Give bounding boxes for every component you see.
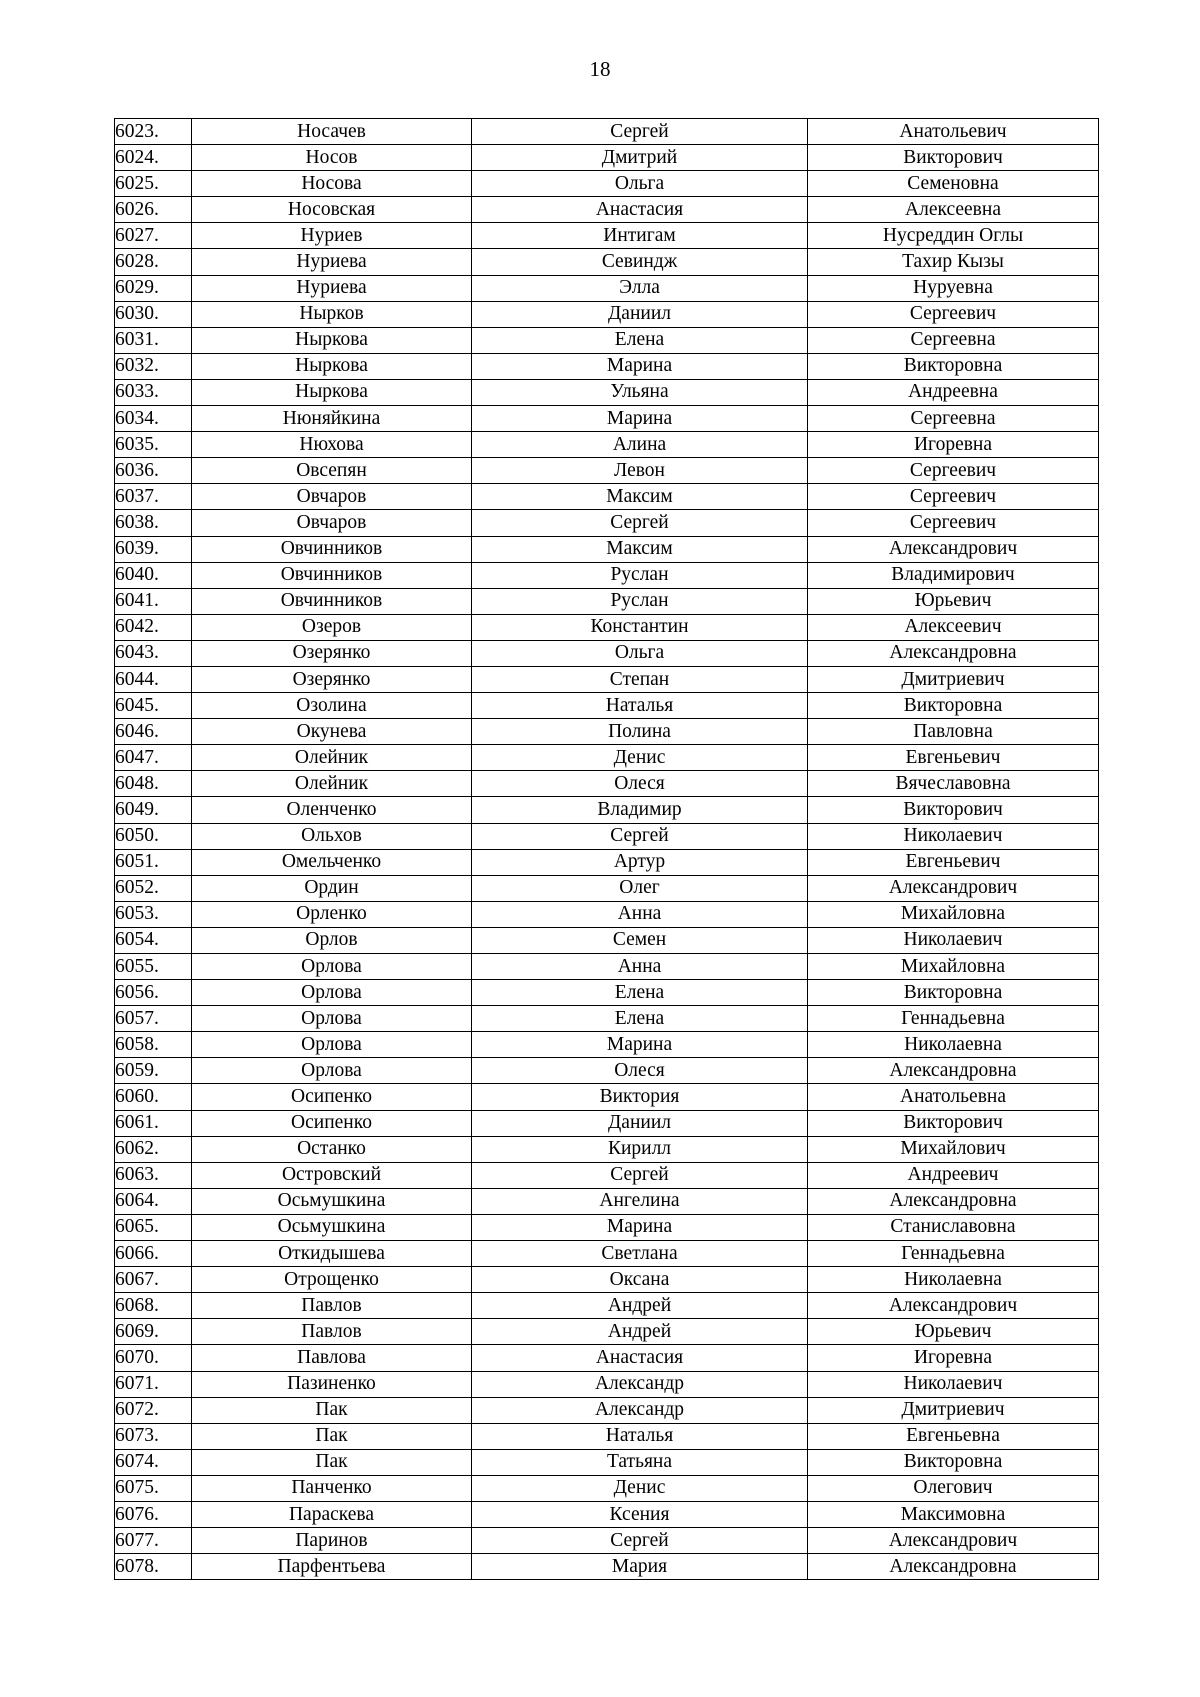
patronymic-cell: Сергеевич (808, 301, 1099, 327)
last-name-cell: Носачев (192, 119, 472, 145)
last-name-cell: Нуриева (192, 249, 472, 275)
last-name-cell: Озолина (192, 693, 472, 719)
table-row (115, 458, 1099, 484)
table-row (115, 327, 1099, 353)
first-name-cell: Марина (472, 1032, 808, 1058)
first-name-cell: Ольга (472, 171, 808, 197)
last-name-cell: Орленко (192, 901, 472, 927)
row-number-cell: 6051. (115, 849, 192, 875)
patronymic-cell: Игоревна (808, 1345, 1099, 1371)
table-row (115, 1188, 1099, 1214)
row-number-cell: 6069. (115, 1319, 192, 1345)
patronymic-cell: Юрьевич (808, 588, 1099, 614)
row-number-cell: 6050. (115, 823, 192, 849)
row-number-cell: 6041. (115, 588, 192, 614)
last-name-cell: Олейник (192, 771, 472, 797)
table-row (115, 1423, 1099, 1449)
first-name-cell: Олеся (472, 771, 808, 797)
row-number-cell: 6038. (115, 510, 192, 536)
row-number-cell: 6071. (115, 1371, 192, 1397)
last-name-cell: Носова (192, 171, 472, 197)
patronymic-cell: Алексеевич (808, 614, 1099, 640)
table-row (115, 432, 1099, 458)
row-number-cell: 6053. (115, 901, 192, 927)
row-number-cell: 6034. (115, 406, 192, 432)
last-name-cell: Нырков (192, 301, 472, 327)
first-name-cell: Андрей (472, 1293, 808, 1319)
table-row (115, 875, 1099, 901)
table-row (115, 1267, 1099, 1293)
first-name-cell: Елена (472, 327, 808, 353)
last-name-cell: Откидышева (192, 1241, 472, 1267)
last-name-cell: Орлова (192, 1032, 472, 1058)
table-row (115, 275, 1099, 301)
first-name-cell: Сергей (472, 823, 808, 849)
last-name-cell: Панченко (192, 1475, 472, 1501)
last-name-cell: Ныркова (192, 353, 472, 379)
last-name-cell: Озерянко (192, 640, 472, 666)
row-number-cell: 6066. (115, 1241, 192, 1267)
row-number-cell: 6035. (115, 432, 192, 458)
names-table-body (115, 119, 1099, 1580)
patronymic-cell: Нуруевна (808, 275, 1099, 301)
first-name-cell: Руслан (472, 562, 808, 588)
row-number-cell: 6036. (115, 458, 192, 484)
patronymic-cell: Викторовна (808, 1449, 1099, 1475)
row-number-cell: 6040. (115, 562, 192, 588)
first-name-cell: Анастасия (472, 197, 808, 223)
row-number-cell: 6032. (115, 353, 192, 379)
row-number-cell: 6048. (115, 771, 192, 797)
first-name-cell: Ульяна (472, 379, 808, 405)
first-name-cell: Сергей (472, 1162, 808, 1188)
patronymic-cell: Сергеевич (808, 510, 1099, 536)
row-number-cell: 6026. (115, 197, 192, 223)
patronymic-cell: Юрьевич (808, 1319, 1099, 1345)
patronymic-cell: Максимовна (808, 1501, 1099, 1527)
names-table (114, 118, 1099, 1580)
patronymic-cell: Олегович (808, 1475, 1099, 1501)
table-row (115, 249, 1099, 275)
last-name-cell: Параскева (192, 1501, 472, 1527)
last-name-cell: Нюхова (192, 432, 472, 458)
table-row (115, 1345, 1099, 1371)
table-row (115, 536, 1099, 562)
first-name-cell: Максим (472, 536, 808, 562)
row-number-cell: 6061. (115, 1110, 192, 1136)
first-name-cell: Наталья (472, 693, 808, 719)
table-row (115, 745, 1099, 771)
patronymic-cell: Геннадьевна (808, 1241, 1099, 1267)
last-name-cell: Овчинников (192, 562, 472, 588)
last-name-cell: Ныркова (192, 379, 472, 405)
table-row (115, 1006, 1099, 1032)
first-name-cell: Руслан (472, 588, 808, 614)
patronymic-cell: Сергеевич (808, 484, 1099, 510)
row-number-cell: 6025. (115, 171, 192, 197)
row-number-cell: 6060. (115, 1084, 192, 1110)
table-row (115, 1162, 1099, 1188)
row-number-cell: 6056. (115, 980, 192, 1006)
last-name-cell: Омельченко (192, 849, 472, 875)
patronymic-cell: Тахир Кызы (808, 249, 1099, 275)
first-name-cell: Анна (472, 954, 808, 980)
table-row (115, 1501, 1099, 1527)
row-number-cell: 6028. (115, 249, 192, 275)
row-number-cell: 6044. (115, 666, 192, 692)
first-name-cell: Севиндж (472, 249, 808, 275)
table-row (115, 849, 1099, 875)
last-name-cell: Олейник (192, 745, 472, 771)
first-name-cell: Ангелина (472, 1188, 808, 1214)
first-name-cell: Ксения (472, 1501, 808, 1527)
patronymic-cell: Вячеславовна (808, 771, 1099, 797)
row-number-cell: 6074. (115, 1449, 192, 1475)
last-name-cell: Останко (192, 1136, 472, 1162)
row-number-cell: 6076. (115, 1501, 192, 1527)
row-number-cell: 6047. (115, 745, 192, 771)
first-name-cell: Даниил (472, 301, 808, 327)
table-row (115, 693, 1099, 719)
table-row (115, 1449, 1099, 1475)
last-name-cell: Орлова (192, 1058, 472, 1084)
patronymic-cell: Анатольевна (808, 1084, 1099, 1110)
first-name-cell: Марина (472, 353, 808, 379)
first-name-cell: Интигам (472, 223, 808, 249)
patronymic-cell: Викторовна (808, 693, 1099, 719)
row-number-cell: 6030. (115, 301, 192, 327)
last-name-cell: Ордин (192, 875, 472, 901)
last-name-cell: Нуриев (192, 223, 472, 249)
table-row (115, 1058, 1099, 1084)
table-row (115, 510, 1099, 536)
first-name-cell: Константин (472, 614, 808, 640)
row-number-cell: 6052. (115, 875, 192, 901)
patronymic-cell: Викторович (808, 145, 1099, 171)
row-number-cell: 6073. (115, 1423, 192, 1449)
last-name-cell: Павлов (192, 1319, 472, 1345)
last-name-cell: Окунева (192, 719, 472, 745)
first-name-cell: Сергей (472, 1528, 808, 1554)
table-row (115, 1110, 1099, 1136)
patronymic-cell: Станиславовна (808, 1214, 1099, 1240)
table-row (115, 1032, 1099, 1058)
patronymic-cell: Александрович (808, 1528, 1099, 1554)
last-name-cell: Овчинников (192, 588, 472, 614)
last-name-cell: Овсепян (192, 458, 472, 484)
last-name-cell: Парфентьева (192, 1554, 472, 1580)
patronymic-cell: Павловна (808, 719, 1099, 745)
table-row (115, 823, 1099, 849)
table-row (115, 484, 1099, 510)
row-number-cell: 6063. (115, 1162, 192, 1188)
first-name-cell: Степан (472, 666, 808, 692)
row-number-cell: 6023. (115, 119, 192, 145)
first-name-cell: Владимир (472, 797, 808, 823)
last-name-cell: Оленченко (192, 797, 472, 823)
first-name-cell: Сергей (472, 119, 808, 145)
patronymic-cell: Александрович (808, 1293, 1099, 1319)
first-name-cell: Сергей (472, 510, 808, 536)
patronymic-cell: Анатольевич (808, 119, 1099, 145)
row-number-cell: 6067. (115, 1267, 192, 1293)
first-name-cell: Марина (472, 406, 808, 432)
table-row (115, 406, 1099, 432)
patronymic-cell: Нусреддин Оглы (808, 223, 1099, 249)
row-number-cell: 6031. (115, 327, 192, 353)
table-row (115, 562, 1099, 588)
patronymic-cell: Николаевич (808, 927, 1099, 953)
table-row (115, 301, 1099, 327)
first-name-cell: Денис (472, 1475, 808, 1501)
first-name-cell: Марина (472, 1214, 808, 1240)
patronymic-cell: Александровна (808, 1058, 1099, 1084)
row-number-cell: 6062. (115, 1136, 192, 1162)
table-row (115, 171, 1099, 197)
last-name-cell: Отрощенко (192, 1267, 472, 1293)
row-number-cell: 6078. (115, 1554, 192, 1580)
row-number-cell: 6070. (115, 1345, 192, 1371)
table-row (115, 1528, 1099, 1554)
table-row (115, 1214, 1099, 1240)
last-name-cell: Нюняйкина (192, 406, 472, 432)
patronymic-cell: Викторовна (808, 353, 1099, 379)
row-number-cell: 6055. (115, 954, 192, 980)
last-name-cell: Пак (192, 1397, 472, 1423)
patronymic-cell: Алексеевна (808, 197, 1099, 223)
first-name-cell: Даниил (472, 1110, 808, 1136)
first-name-cell: Олег (472, 875, 808, 901)
table-row (115, 353, 1099, 379)
last-name-cell: Овчаров (192, 510, 472, 536)
row-number-cell: 6054. (115, 927, 192, 953)
last-name-cell: Орлов (192, 927, 472, 953)
patronymic-cell: Геннадьевна (808, 1006, 1099, 1032)
table-row (115, 614, 1099, 640)
last-name-cell: Островский (192, 1162, 472, 1188)
patronymic-cell: Евгеньевна (808, 1423, 1099, 1449)
patronymic-cell: Николаевич (808, 823, 1099, 849)
patronymic-cell: Михайловна (808, 901, 1099, 927)
first-name-cell: Наталья (472, 1423, 808, 1449)
patronymic-cell: Александровна (808, 640, 1099, 666)
patronymic-cell: Николаевна (808, 1032, 1099, 1058)
row-number-cell: 6068. (115, 1293, 192, 1319)
patronymic-cell: Викторович (808, 1110, 1099, 1136)
table-row (115, 1136, 1099, 1162)
patronymic-cell: Николаевна (808, 1267, 1099, 1293)
patronymic-cell: Михайловна (808, 954, 1099, 980)
row-number-cell: 6065. (115, 1214, 192, 1240)
first-name-cell: Елена (472, 1006, 808, 1032)
patronymic-cell: Семеновна (808, 171, 1099, 197)
last-name-cell: Осьмушкина (192, 1214, 472, 1240)
first-name-cell: Светлана (472, 1241, 808, 1267)
patronymic-cell: Сергеевна (808, 327, 1099, 353)
last-name-cell: Орлова (192, 1006, 472, 1032)
last-name-cell: Павлова (192, 1345, 472, 1371)
first-name-cell: Александр (472, 1371, 808, 1397)
patronymic-cell: Михайлович (808, 1136, 1099, 1162)
last-name-cell: Осипенко (192, 1110, 472, 1136)
first-name-cell: Алина (472, 432, 808, 458)
table-row (115, 640, 1099, 666)
table-row (115, 1554, 1099, 1580)
row-number-cell: 6045. (115, 693, 192, 719)
first-name-cell: Мария (472, 1554, 808, 1580)
row-number-cell: 6033. (115, 379, 192, 405)
last-name-cell: Овчаров (192, 484, 472, 510)
table-row (115, 1241, 1099, 1267)
row-number-cell: 6042. (115, 614, 192, 640)
first-name-cell: Елена (472, 980, 808, 1006)
patronymic-cell: Дмитриевич (808, 666, 1099, 692)
table-row (115, 223, 1099, 249)
first-name-cell: Элла (472, 275, 808, 301)
patronymic-cell: Сергеевич (808, 458, 1099, 484)
table-row (115, 1319, 1099, 1345)
table-row (115, 927, 1099, 953)
last-name-cell: Носов (192, 145, 472, 171)
last-name-cell: Павлов (192, 1293, 472, 1319)
last-name-cell: Пак (192, 1449, 472, 1475)
table-row (115, 954, 1099, 980)
first-name-cell: Денис (472, 745, 808, 771)
patronymic-cell: Александрович (808, 875, 1099, 901)
table-row (115, 901, 1099, 927)
table-row (115, 145, 1099, 171)
row-number-cell: 6057. (115, 1006, 192, 1032)
last-name-cell: Орлова (192, 954, 472, 980)
first-name-cell: Семен (472, 927, 808, 953)
first-name-cell: Виктория (472, 1084, 808, 1110)
last-name-cell: Осипенко (192, 1084, 472, 1110)
last-name-cell: Пазиненко (192, 1371, 472, 1397)
first-name-cell: Ольга (472, 640, 808, 666)
patronymic-cell: Евгеньевич (808, 745, 1099, 771)
first-name-cell: Дмитрий (472, 145, 808, 171)
first-name-cell: Артур (472, 849, 808, 875)
first-name-cell: Александр (472, 1397, 808, 1423)
first-name-cell: Татьяна (472, 1449, 808, 1475)
last-name-cell: Ольхов (192, 823, 472, 849)
first-name-cell: Анастасия (472, 1345, 808, 1371)
last-name-cell: Орлова (192, 980, 472, 1006)
table-row (115, 719, 1099, 745)
last-name-cell: Ныркова (192, 327, 472, 353)
patronymic-cell: Николаевич (808, 1371, 1099, 1397)
row-number-cell: 6046. (115, 719, 192, 745)
patronymic-cell: Евгеньевич (808, 849, 1099, 875)
row-number-cell: 6059. (115, 1058, 192, 1084)
page-number: 18 (589, 57, 611, 81)
last-name-cell: Озеров (192, 614, 472, 640)
row-number-cell: 6075. (115, 1475, 192, 1501)
last-name-cell: Овчинников (192, 536, 472, 562)
row-number-cell: 6039. (115, 536, 192, 562)
patronymic-cell: Александрович (808, 536, 1099, 562)
patronymic-cell: Андреевна (808, 379, 1099, 405)
first-name-cell: Левон (472, 458, 808, 484)
patronymic-cell: Андреевич (808, 1162, 1099, 1188)
table-row (115, 119, 1099, 145)
last-name-cell: Носовская (192, 197, 472, 223)
table-row (115, 197, 1099, 223)
patronymic-cell: Игоревна (808, 432, 1099, 458)
table-row (115, 980, 1099, 1006)
row-number-cell: 6058. (115, 1032, 192, 1058)
table-row (115, 1397, 1099, 1423)
table-row (115, 1475, 1099, 1501)
row-number-cell: 6027. (115, 223, 192, 249)
table-row (115, 379, 1099, 405)
row-number-cell: 6064. (115, 1188, 192, 1214)
first-name-cell: Олеся (472, 1058, 808, 1084)
first-name-cell: Оксана (472, 1267, 808, 1293)
first-name-cell: Полина (472, 719, 808, 745)
table-row (115, 1371, 1099, 1397)
row-number-cell: 6029. (115, 275, 192, 301)
row-number-cell: 6037. (115, 484, 192, 510)
last-name-cell: Осьмушкина (192, 1188, 472, 1214)
first-name-cell: Анна (472, 901, 808, 927)
row-number-cell: 6049. (115, 797, 192, 823)
table-row (115, 666, 1099, 692)
first-name-cell: Андрей (472, 1319, 808, 1345)
first-name-cell: Максим (472, 484, 808, 510)
row-number-cell: 6024. (115, 145, 192, 171)
row-number-cell: 6043. (115, 640, 192, 666)
row-number-cell: 6077. (115, 1528, 192, 1554)
table-row (115, 1293, 1099, 1319)
last-name-cell: Паринов (192, 1528, 472, 1554)
last-name-cell: Пак (192, 1423, 472, 1449)
table-row (115, 771, 1099, 797)
table-row (115, 588, 1099, 614)
patronymic-cell: Викторович (808, 797, 1099, 823)
patronymic-cell: Сергеевна (808, 406, 1099, 432)
last-name-cell: Озерянко (192, 666, 472, 692)
first-name-cell: Кирилл (472, 1136, 808, 1162)
patronymic-cell: Александровна (808, 1554, 1099, 1580)
patronymic-cell: Александровна (808, 1188, 1099, 1214)
patronymic-cell: Владимирович (808, 562, 1099, 588)
table-row (115, 1084, 1099, 1110)
patronymic-cell: Дмитриевич (808, 1397, 1099, 1423)
table-row (115, 797, 1099, 823)
row-number-cell: 6072. (115, 1397, 192, 1423)
patronymic-cell: Викторовна (808, 980, 1099, 1006)
last-name-cell: Нуриева (192, 275, 472, 301)
